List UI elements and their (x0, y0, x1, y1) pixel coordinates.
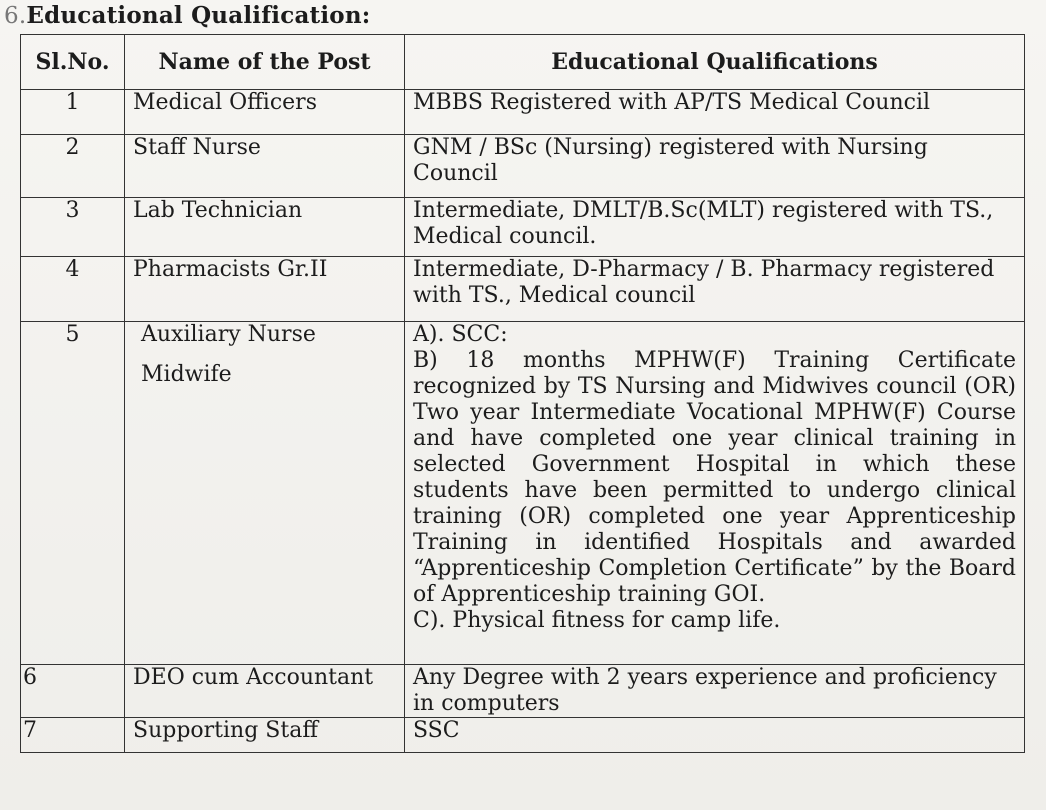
cell-post-name: Pharmacists Gr.II (125, 257, 405, 322)
cell-qualification: Intermediate, D-Pharmacy / B. Pharmacy registered with TS., Medical council (405, 257, 1025, 322)
cell-sl-no: 1 (21, 90, 125, 135)
qualification-item-c: C). Physical fitness for camp life. (413, 608, 781, 633)
post-name-line-1: Auxiliary Nurse (141, 322, 316, 347)
table-row (21, 198, 1025, 257)
table-row (21, 718, 1025, 753)
cell-qualification: Any Degree with 2 years experience and proficiency in computers (405, 665, 1025, 718)
table-row (21, 257, 1025, 322)
cell-post-name (125, 322, 405, 665)
cell-sl-no: 4 (21, 257, 125, 322)
cell-sl-no: 2 (21, 135, 125, 198)
table-row (21, 322, 1025, 665)
table-row (21, 135, 1025, 198)
cell-qualification: SSC (405, 718, 1025, 753)
cell-post-name: Staff Nurse (125, 135, 405, 198)
table-row (21, 665, 1025, 718)
section-number: 6. (4, 3, 27, 29)
cell-sl-no: 3 (21, 198, 125, 257)
qualification-table (20, 34, 1025, 753)
table-header-row (21, 35, 1025, 90)
qualification-item-b: B) 18 months MPHW(F) Training Certificate recognized by TS Nursing and Midwives council (OR) Two year Intermediate Vocational MPHW(F) Course and have completed one year clinical training in selected Government Hospital in which these students have been permitted to undergo clinical training (OR) completed one year Apprenticeship Training in identified Hospitals and awarded “Apprenticeship Completion Certificate” by the Board of Apprenticeship training GOI. (413, 348, 1016, 607)
cell-qualification: GNM / BSc (Nursing) registered with Nursing Council (405, 135, 1025, 198)
header-post-name: Name of the Post (125, 35, 405, 90)
cell-sl-no: 6 (21, 665, 125, 718)
cell-post-name: Lab Technician (125, 198, 405, 257)
cell-post-name: Supporting Staff (125, 718, 405, 753)
cell-sl-no: 7 (21, 718, 125, 753)
cell-qualification (405, 322, 1025, 665)
section-heading (4, 2, 370, 29)
post-name-line-2: Midwife (141, 362, 232, 387)
header-sl-no: Sl.No. (21, 35, 125, 90)
cell-qualification: Intermediate, DMLT/B.Sc(MLT) registered with TS., Medical council. (405, 198, 1025, 257)
table-row (21, 90, 1025, 135)
header-qualifications: Educational Qualifications (405, 35, 1025, 90)
cell-qualification: MBBS Registered with AP/TS Medical Council (405, 90, 1025, 135)
qualification-item-a: A). SCC: (413, 322, 508, 347)
cell-post-name: DEO cum Accountant (125, 665, 405, 718)
section-title: Educational Qualification: (26, 2, 371, 29)
cell-post-name: Medical Officers (125, 90, 405, 135)
cell-sl-no: 5 (21, 322, 125, 665)
